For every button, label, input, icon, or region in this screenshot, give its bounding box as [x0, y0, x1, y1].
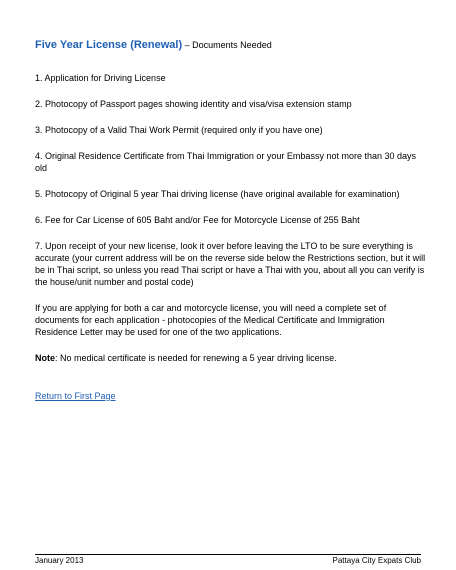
note-label: Note: [35, 353, 55, 363]
list-item-4: 4. Original Residence Certificate from Thai Immigration or your Embassy not more than 30 days old: [35, 151, 416, 173]
return-to-first-page-link[interactable]: Return to First Page: [35, 391, 116, 401]
document-body: [35, 72, 427, 402]
list-item-1: 1. Application for Driving License: [35, 73, 166, 83]
note-text: : No medical certificate is needed for renewing a 5 year driving license.: [55, 353, 337, 363]
list-item-2: 2. Photocopy of Passport pages showing identity and visa/visa extension stamp: [35, 99, 352, 109]
note-paragraph: [35, 352, 427, 364]
list-item-6: 6. Fee for Car License of 605 Baht and/or Fee for Motorcycle License of 255 Baht: [35, 215, 360, 225]
footer-divider: [35, 554, 421, 555]
both-licenses-paragraph: If you are applying for both a car and motorcycle license, you will need a complete set of documents for each application - photocopies of the Medical Certificate and Immigration Residence Letter may be used for one of the two applications.: [35, 303, 387, 337]
title-main: Five Year License (Renewal): [35, 39, 183, 51]
footer-organization: Pattaya City Expats Club: [332, 556, 421, 565]
list-item-3: 3. Photocopy of a Valid Thai Work Permit (required only if you have one): [35, 125, 323, 135]
page-title: [35, 38, 272, 52]
list-item-7: 7. Upon receipt of your new license, look it over before leaving the LTO to be sure everything is accurate (your current address will be on the reverse side below the Restrictions section, but it will be in Thai script, so unless you read Thai script or have a Thai with you, about all you can verify is the house/unit number and postal code): [35, 241, 426, 287]
footer-date: January 2013: [35, 556, 84, 565]
list-item-5: 5. Photocopy of Original 5 year Thai driving license (have original available for examination): [35, 189, 400, 199]
title-subtitle: – Documents Needed: [182, 40, 272, 50]
